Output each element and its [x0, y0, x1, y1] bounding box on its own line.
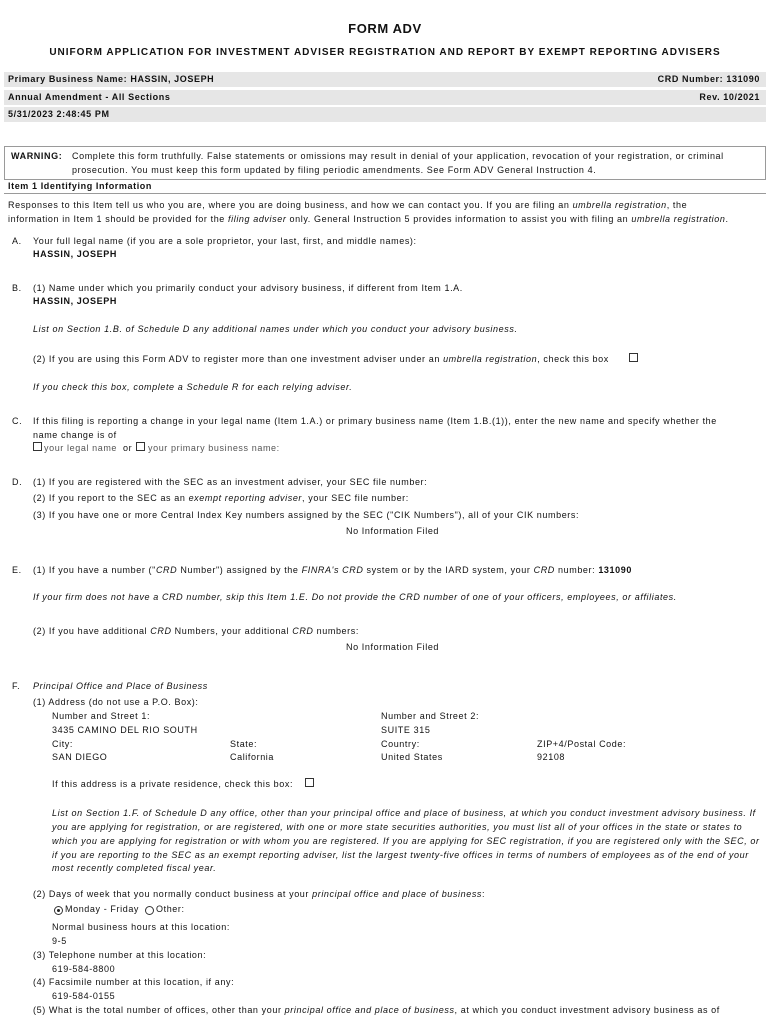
private-residence-checkbox[interactable]: [305, 778, 314, 787]
legal-name-value: HASSIN, JOSEPH: [33, 249, 117, 259]
filing-timestamp: 5/31/2023 2:48:45 PM: [8, 109, 110, 119]
item-b-note-1: List on Section 1.B. of Schedule D any additional names under which you conduct your advisory business.: [33, 324, 518, 334]
item-a-marker: A.: [12, 236, 22, 246]
umbrella-registration-checkbox[interactable]: [629, 353, 638, 362]
item-a-question: Your full legal name (if you are a sole proprietor, your last, first, and middle names):: [33, 236, 417, 246]
business-name-value: HASSIN, JOSEPH: [33, 296, 117, 306]
item1-title: Item 1 Identifying Information: [8, 181, 153, 191]
street2-value: SUITE 315: [381, 725, 431, 735]
schedule-d-note-line-5: most recently completed fiscal year.: [52, 863, 217, 873]
item-d-question-3: (3) If you have one or more Central Index Key numbers assigned by the SEC ("CIK Numbers"), all of your CIK numbers:: [33, 510, 580, 520]
business-days-question: (2) Days of week that you normally conduct business at your principal office and place of business:: [33, 889, 486, 899]
amendment-type: Annual Amendment - All Sections: [8, 92, 171, 102]
item-c-marker: C.: [12, 416, 23, 426]
schedule-d-note-line-4: if you are reporting to the SEC as an exempt reporting adviser, list the largest twenty-five offices in terms of numbers of employees as of the end of your: [52, 850, 749, 860]
item1-intro-line-1: Responses to this Item tell us who you are, where you are doing business, and how we can contact you. If you are filing an umbrella registration, the: [8, 200, 688, 210]
address-label: (1) Address (do not use a P.O. Box):: [33, 697, 199, 707]
zip-label: ZIP+4/Postal Code:: [537, 739, 627, 749]
state-label: State:: [230, 739, 258, 749]
item-b-question-1: (1) Name under which you primarily conduct your advisory business, if different from Item 1.A.: [33, 283, 463, 293]
item-d-question-2: (2) If you report to the SEC as an exempt reporting adviser, your SEC file number:: [33, 493, 409, 503]
warning-line-1: Complete this form truthfully. False statements or omissions may result in denial of your application, revocation of your registration, or criminal: [72, 151, 724, 161]
facsimile-label: (4) Facsimile number at this location, if any:: [33, 977, 235, 987]
country-label: Country:: [381, 739, 420, 749]
country-value: United States: [381, 752, 443, 762]
city-value: SAN DIEGO: [52, 752, 108, 762]
crd-number: CRD Number: 131090: [657, 74, 760, 84]
item-f-title: Principal Office and Place of Business: [33, 681, 208, 691]
schedule-d-note-line-3: which you are applying for registration or with whom you are registered. If you are applying for SEC registration, if you are registered only with the SEC, or: [52, 836, 760, 846]
item-e-question-1: (1) If you have a number ("CRD Number") assigned by the FINRA's CRD system or by the IARD system, your CRD number: 131090: [33, 565, 632, 575]
monday-friday-label: Monday - Friday: [65, 904, 140, 914]
item-d-question-1: (1) If you are registered with the SEC as an investment adviser, your SEC file number:: [33, 477, 428, 487]
cik-no-information: No Information Filed: [346, 526, 440, 536]
legal-name-change-label: your legal name: [44, 443, 118, 453]
street1-value: 3435 CAMINO DEL RIO SOUTH: [52, 725, 198, 735]
item-e-note: If your firm does not have a CRD number, skip this Item 1.E. Do not provide the CRD number of one of your officers, employees, or affiliates.: [33, 592, 677, 602]
schedule-d-note-line-2: you are applying for registration, or are registered, with one or more state securities authorities, you must list all of your offices in the state or states to: [52, 822, 743, 832]
item-b-note-2: If you check this box, complete a Schedule R for each relying adviser.: [33, 382, 353, 392]
private-residence-question: If this address is a private residence, check this box:: [52, 779, 294, 789]
city-label: City:: [52, 739, 73, 749]
business-hours-label: Normal business hours at this location:: [52, 922, 230, 932]
state-value: California: [230, 752, 275, 762]
warning-label: WARNING:: [11, 151, 63, 161]
telephone-value: 619-584-8800: [52, 964, 116, 974]
office-count-question: (5) What is the total number of offices, other than your principal office and place of business, at which you conduct investment advisory business as of: [33, 1005, 720, 1015]
zip-value: 92108: [537, 752, 566, 762]
item-c-line-2: name change is of: [33, 430, 117, 440]
street2-label: Number and Street 2:: [381, 711, 480, 721]
item1-intro-line-2: information in Item 1 should be provided for the filing adviser only. General Instruction 5 provides information to assist you with filing an umbrella registration.: [8, 214, 729, 224]
telephone-label: (3) Telephone number at this location:: [33, 950, 207, 960]
item1-bottom-rule: [4, 193, 766, 194]
crd-number-value: 131090: [598, 565, 632, 575]
item-d-marker: D.: [12, 477, 23, 487]
warning-line-2: prosecution. You must keep this form updated by filing periodic amendments. See Form ADV General Instruction 4.: [72, 165, 597, 175]
business-name-change-checkbox[interactable]: [136, 442, 145, 451]
item-e-question-2: (2) If you have additional CRD Numbers, your additional CRD numbers:: [33, 626, 359, 636]
form-title: FORM ADV: [348, 21, 422, 36]
primary-business-name: Primary Business Name: HASSIN, JOSEPH: [8, 74, 215, 84]
facsimile-value: 619-584-0155: [52, 991, 116, 1001]
form-revision: Rev. 10/2021: [699, 92, 760, 102]
item-b-question-2: (2) If you are using this Form ADV to register more than one investment adviser under an umbrella registration, check this box: [33, 354, 609, 364]
item-f-marker: F.: [12, 681, 21, 691]
item-e-marker: E.: [12, 565, 22, 575]
or-label: or: [123, 443, 133, 453]
form-subtitle: UNIFORM APPLICATION FOR INVESTMENT ADVISER REGISTRATION AND REPORT BY EXEMPT REPORTING ADVISERS: [49, 47, 721, 58]
other-days-radio[interactable]: [145, 906, 154, 915]
other-days-label: Other:: [156, 904, 185, 914]
header-band-3: [4, 107, 766, 122]
schedule-d-note-line-1: List on Section 1.F. of Schedule D any office, other than your principal office and place of business, at which you conduct investment advisory business. If: [52, 808, 756, 818]
monday-friday-radio[interactable]: [54, 906, 63, 915]
item-c-line-1: If this filing is reporting a change in your legal name (Item 1.A.) or primary business name (Item 1.B.(1)), enter the new name and specify whether the: [33, 416, 717, 426]
additional-crd-no-information: No Information Filed: [346, 642, 440, 652]
item-b-marker: B.: [12, 283, 22, 293]
legal-name-change-checkbox[interactable]: [33, 442, 42, 451]
business-name-change-label: your primary business name:: [148, 443, 280, 453]
street1-label: Number and Street 1:: [52, 711, 151, 721]
business-hours-value: 9-5: [52, 936, 67, 946]
item1-top-rule: [4, 179, 766, 180]
